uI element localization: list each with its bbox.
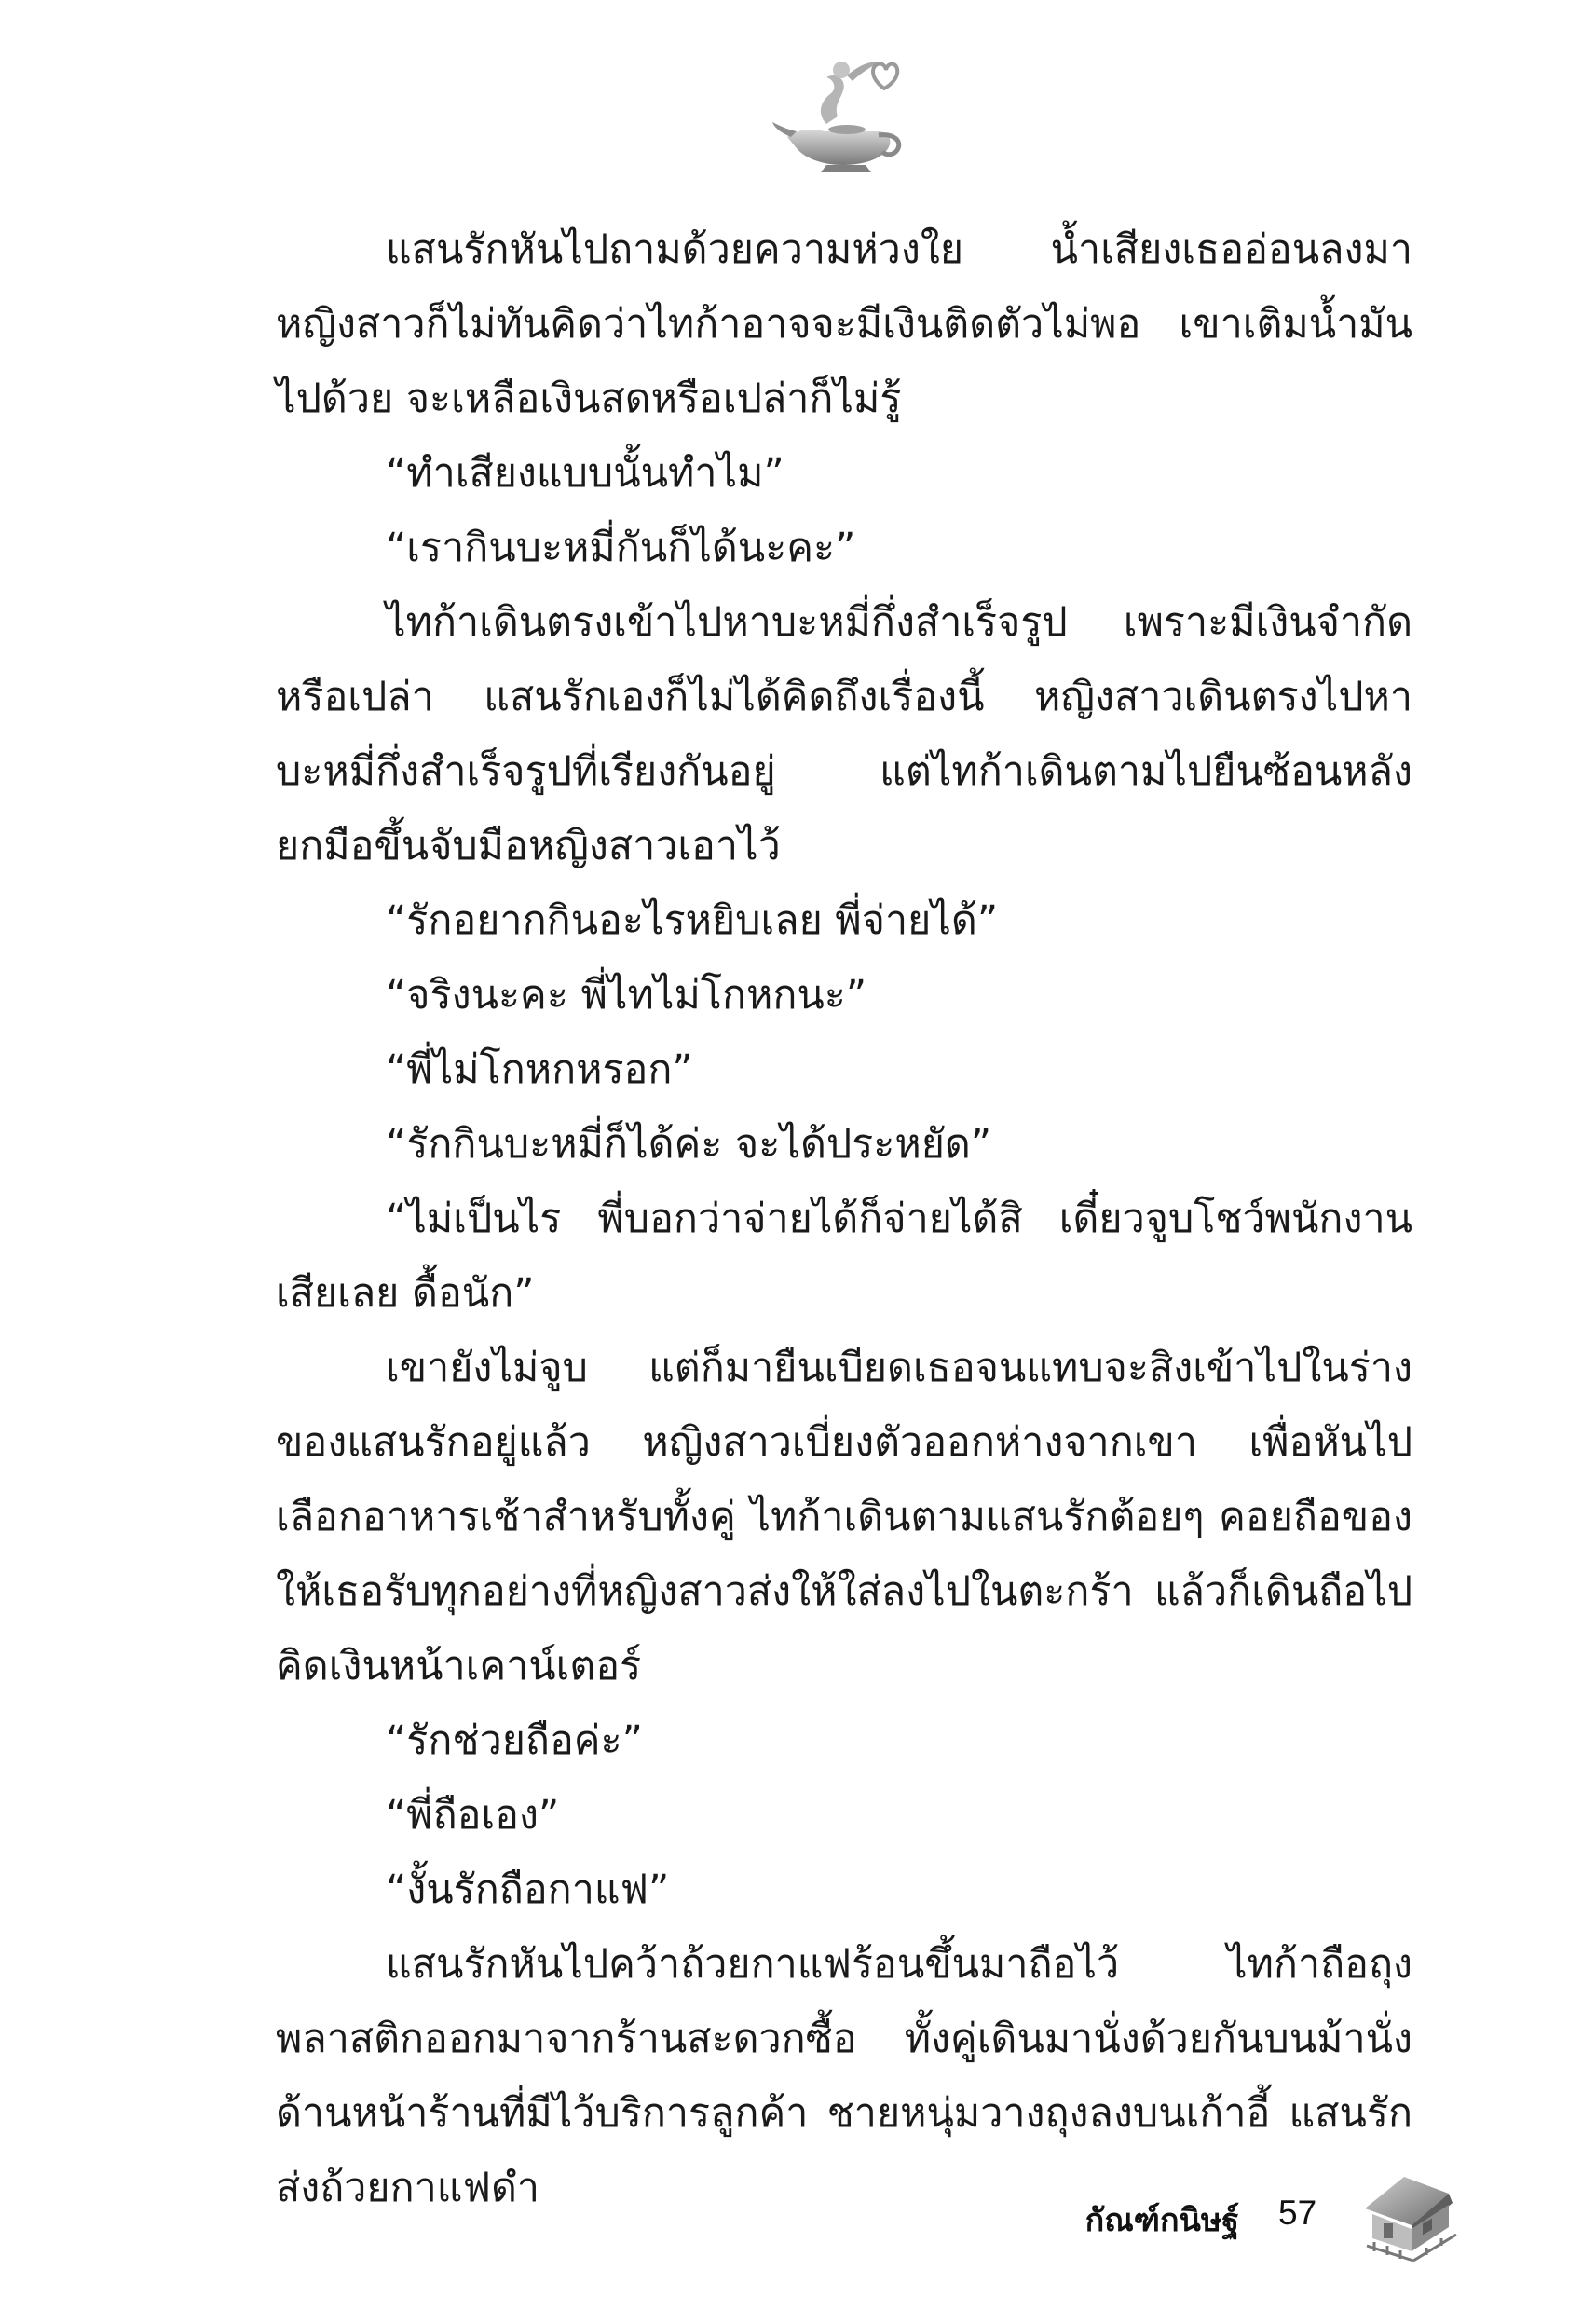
dialogue-line: “พี่ถือเอง” [386,1792,560,1839]
paragraph: เขายังไม่จูบ แต่ก็มายืนเบียดเธอจนแทบจะสิงเข้าไปในร่างของแสนรักอยู่แล้ว หญิงสาวเบี่ยงตัวออกห่างจากเขา เพื่อหันไปเลือกอาหารเช้าสำหรับทั้งคู่ ไทก้าเดินตามแสนรักต้อยๆ คอยถือของให้เธอรับทุกอย่างที่หญิงสาวส่งให้ใส่ลงไปในตะกร้า แล้วก็เดินถือไปคิดเงินหน้าเคาน์เตอร์ [276,1345,1412,1689]
dialogue-line: “งั้นรักถือกาแฟ” [386,1867,670,1913]
paragraph: แสนรักหันไปคว้าถ้วยกาแฟร้อนขึ้นมาถือไว้ ไทก้าถือถุงพลาสติกออกมาจากร้านสะดวกซื้อ ทั้งคู่เดินมานั่งด้วยกันบนม้านั่งด้านหน้าร้านที่มีไว้บริการลูกค้า ชายหนุ่มวางถุงลงบนเก้าอี้ แสนรักส่งถ้วยกาแฟดำ [276,1941,1412,2211]
book-title: กัณฑ์กนิษฐ์ [1084,2202,1239,2239]
page-number: 57 [1278,2194,1317,2232]
dialogue-line: “รักอยากกินอะไรหยิบเลย พี่จ่ายได้” [386,897,999,944]
dialogue-line: “เรากินบะหมี่กันก็ได้นะคะ” [386,525,856,571]
body-text [276,212,1412,2225]
dialogue-line: “รักช่วยถือค่ะ” [386,1717,643,1764]
genie-lamp-ornament-icon [769,51,908,177]
dialogue-line: “พี่ไม่โกหกหรอก” [386,1046,693,1093]
dialogue-line: “ทำเสียงแบบนั้นทำไม” [386,450,784,497]
house-icon [1356,2162,1463,2264]
paragraph: ไทก้าเดินตรงเข้าไปหาบะหมี่กึ่งสำเร็จรูป เพราะมีเงินจำกัดหรือเปล่า แสนรักเองก็ไม่ได้คิดถึงเรื่องนี้ หญิงสาวเดินตรงไปหาบะหมี่กึ่งสำเร็จรูปที่เรียงกันอยู่ แต่ไทก้าเดินตามไปยืนซ้อนหลัง ยกมือขึ้นจับมือหญิงสาวเอาไว้ [276,599,1412,869]
dialogue-line: “รักกินบะหมี่ก็ได้ค่ะ จะได้ประหยัด” [386,1121,992,1168]
paragraph: แสนรักหันไปถามด้วยความห่วงใย น้ำเสียงเธออ่อนลงมา หญิงสาวก็ไม่ทันคิดว่าไทก้าอาจจะมีเงินติดตัวไม่พอ เขาเติมน้ำมันไปด้วย จะเหลือเงินสดหรือเปล่าก็ไม่รู้ [276,226,1412,422]
dialogue-line: “ไม่เป็นไร พี่บอกว่าจ่ายได้ก็จ่ายได้สิ เดี๋ยวจูบโชว์พนักงานเสียเลย ดื้อนัก” [276,1196,1412,1317]
dialogue-line: “จริงนะคะ พี่ไทไม่โกหกนะ” [386,972,867,1019]
